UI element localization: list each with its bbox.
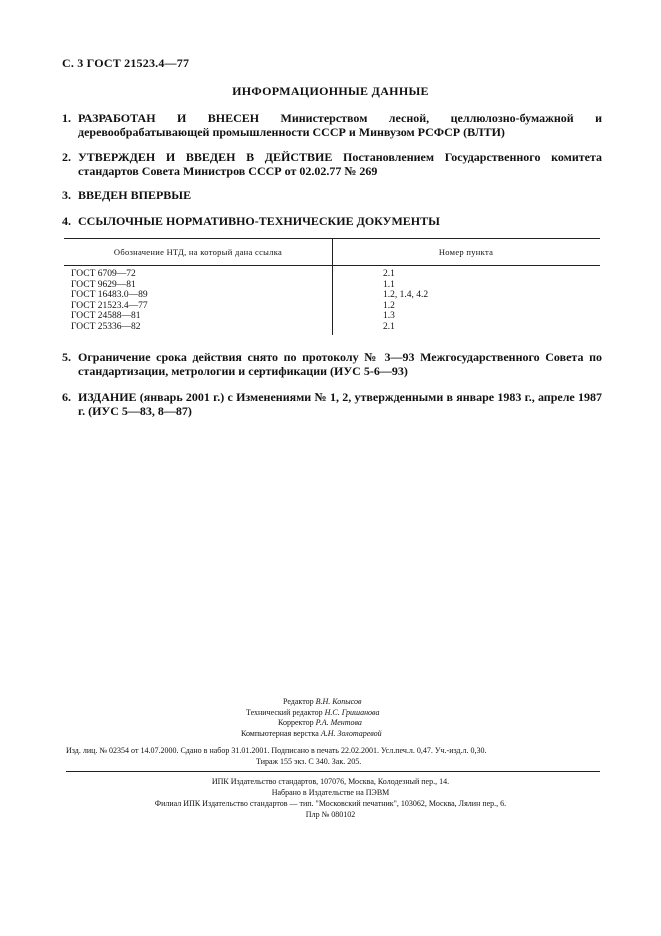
table-cell-doc: ГОСТ 24588—81: [71, 311, 141, 321]
item-number: 3.: [62, 188, 71, 202]
credit-role: Компьютерная верстка: [241, 728, 319, 738]
info-item-5: [62, 350, 602, 378]
credit-name: Р.А. Ментова: [315, 718, 362, 727]
credit-role: Корректор: [278, 718, 314, 727]
table-cell-doc: ГОСТ 16483.0—89: [71, 290, 148, 300]
table-cell-clause: 2.1: [383, 321, 395, 332]
credit-name: В.Н. Копысов: [315, 697, 362, 706]
info-item-1: [62, 111, 602, 139]
printer-line: Набрано в Издательстве на ПЭВМ: [271, 788, 390, 797]
item-text: ССЫЛОЧНЫЕ НОРМАТИВНО-ТЕХНИЧЕСКИЕ ДОКУМЕНТЫ: [78, 214, 440, 228]
item-text: ИЗДАНИЕ (январь 2001 г.) с Изменениями № 1, 2, утвержденными в январе 1983 г., апреле 1987 г. (ИУС 5—83, 8—87): [78, 390, 602, 418]
info-item-3: [62, 188, 602, 202]
credit-role: Технический редактор: [246, 707, 323, 717]
page-header: С. 3 ГОСТ 21523.4—77: [62, 56, 190, 70]
table-cell-doc: ГОСТ 21523.4—77: [71, 300, 148, 311]
item-text: Ограничение срока действия снято по протоколу № 3—93 Межгосударственного Совета по стандартизации, метрологии и сертификации (ИУС 5-6—93): [78, 350, 602, 378]
info-item-4: [62, 214, 602, 228]
credit-name: А.Н. Золотаревой: [320, 728, 382, 738]
info-item-6: [62, 390, 602, 418]
credit-role: Редактор: [283, 697, 314, 706]
section-title: ИНФОРМАЦИОННЫЕ ДАННЫЕ: [232, 84, 429, 98]
printer-line: ИПК Издательство стандартов, 107076, Москва, Колодезный пер., 14.: [211, 777, 450, 786]
publication-details: [66, 745, 600, 767]
item-text: РАЗРАБОТАН И ВНЕСЕН Министерством лесной, целлюлозно-бумажной и деревообрабатывающей промышленности СССР и Минвузом РСФСР (ВЛТИ): [78, 111, 602, 139]
item-number: 2.: [62, 150, 71, 164]
table-cell-doc: ГОСТ 6709—72: [71, 269, 136, 279]
item-text: УТВЕРЖДЕН И ВВЕДЕН В ДЕЙСТВИЕ Постановлением Государственного комитета стандартов Совета Министров СССР от 02.02.77 № 269: [78, 150, 602, 178]
credit-name: Н.С. Гришанова: [324, 707, 380, 717]
table-cell-clause: 1.2, 1.4, 4.2: [383, 290, 429, 300]
table-column-documents: [71, 269, 148, 332]
credit-layout: [241, 729, 382, 740]
publication-line-2: Тираж 155 экз. С 340. Зак. 205.: [256, 757, 362, 766]
publication-line-1: Изд. лиц. № 02354 от 14.07.2000. Сдано в набор 31.01.2001. Подписано в печать 22.02.2001. Усл.печ.л. 0,47. Уч.-изд.л. 0,30.: [66, 746, 487, 755]
credit-tech-editor: [246, 708, 379, 719]
info-item-2: [62, 150, 602, 178]
printer-line: Плр № 080102: [305, 810, 356, 819]
table-column-clauses: [383, 269, 428, 332]
item-number: 5.: [62, 350, 71, 364]
footer-rule: [66, 771, 600, 772]
table-cell-clause: 1.1: [383, 279, 395, 290]
printer-info: [0, 776, 661, 820]
printer-line: Филиал ИПК Издательство стандартов — тип. "Московский печатник", 103062, Москва, Лялин пер., 6.: [154, 799, 507, 808]
table-header-document: Обозначение НТД, на который дана ссылка: [113, 247, 283, 257]
table-cell-doc: ГОСТ 25336—82: [71, 321, 141, 332]
references-table: [64, 238, 600, 335]
table-header-clause: Номер пункта: [438, 247, 494, 257]
table-cell-clause: 1.2: [383, 300, 395, 311]
table-cell-clause: 1.3: [383, 311, 395, 321]
table-cell-doc: ГОСТ 9629—81: [71, 279, 136, 290]
item-number: 6.: [62, 390, 71, 404]
item-text: ВВЕДЕН ВПЕРВЫЕ: [78, 188, 192, 202]
credit-editor: [283, 697, 362, 708]
credit-proofreader: [278, 718, 362, 729]
item-number: 1.: [62, 111, 71, 125]
item-number: 4.: [62, 214, 71, 228]
table-cell-clause: 2.1: [383, 269, 395, 279]
